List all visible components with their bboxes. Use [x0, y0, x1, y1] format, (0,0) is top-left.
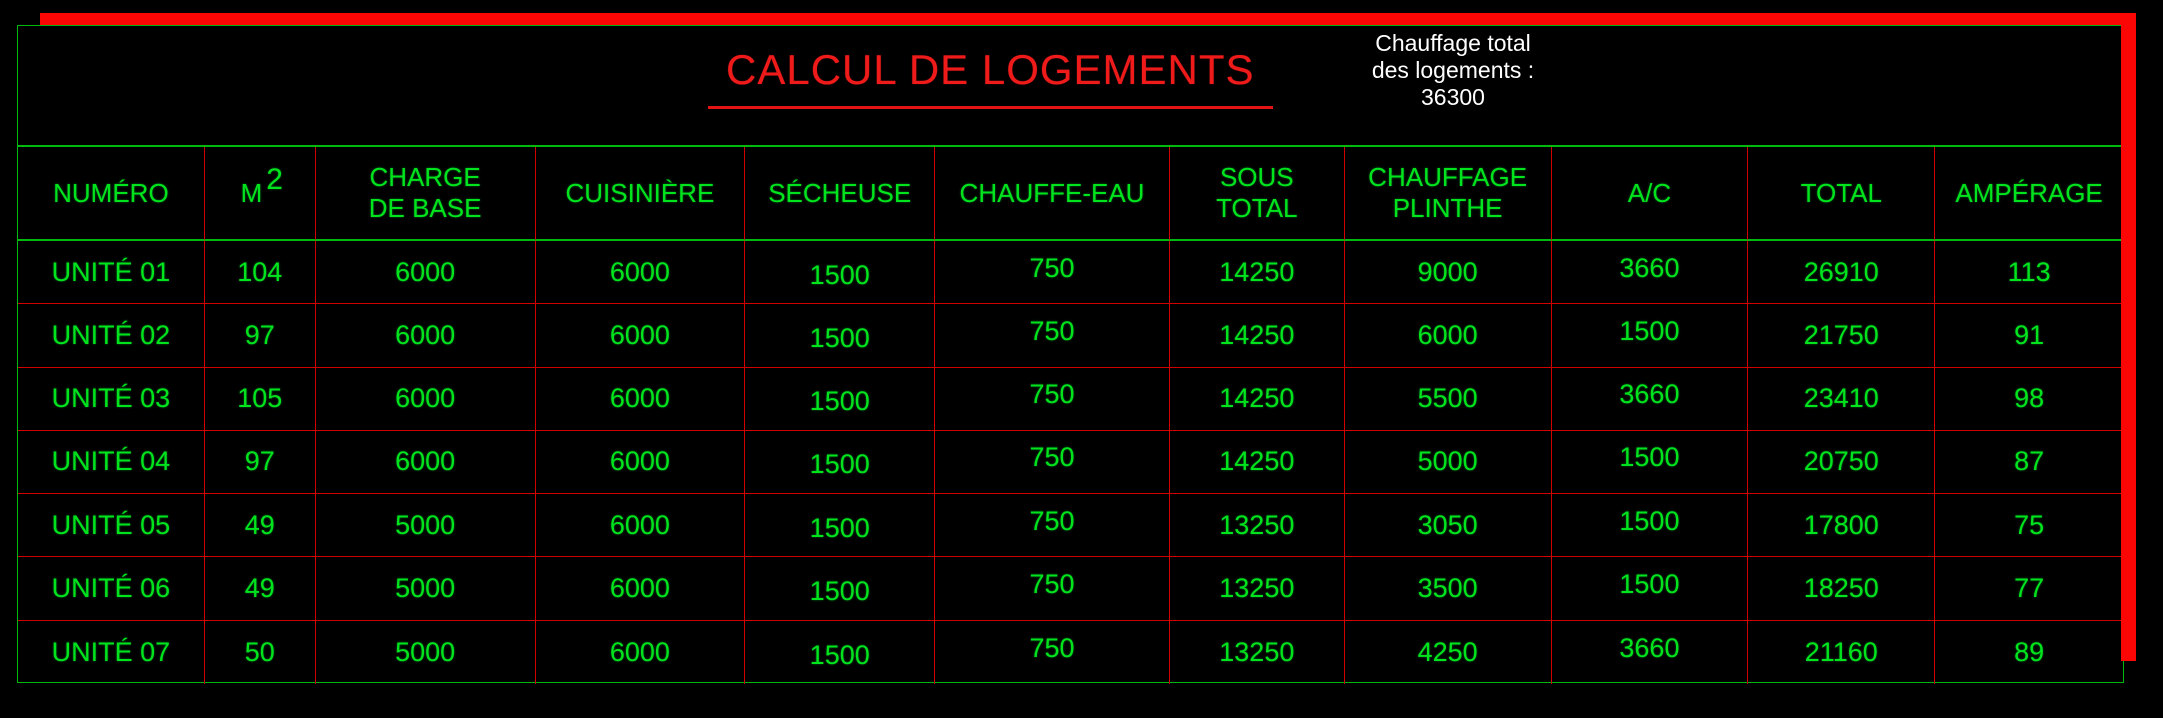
value-cell: 105 [205, 368, 316, 431]
value-cell: 750 [935, 494, 1170, 557]
value-cell: 21160 [1748, 621, 1935, 684]
column-header-chauffage-plinthe: CHAUFFAGE PLINTHE [1345, 147, 1552, 241]
value-cell: 750 [935, 621, 1170, 684]
value-cell: 1500 [1552, 431, 1749, 494]
red-accent-band-top [40, 13, 2136, 25]
value-cell: 750 [935, 304, 1170, 367]
value-cell: 97 [205, 431, 316, 494]
unit-label-cell: UNITÉ 04 [18, 431, 205, 494]
value-cell: 50 [205, 621, 316, 684]
column-header-cuisiniere: CUISINIÈRE [536, 147, 746, 241]
value-cell: 98 [1935, 368, 2123, 431]
value-cell: 13250 [1170, 494, 1345, 557]
value-cell: 6000 [536, 494, 746, 557]
value-cell: 5000 [1345, 431, 1552, 494]
value-cell: 6000 [316, 368, 536, 431]
value-cell: 26910 [1748, 241, 1935, 304]
value-cell: 89 [2014, 636, 2045, 667]
value-cell: 9000 [1345, 241, 1552, 304]
note-total-value: 36300 [1421, 84, 1485, 110]
column-header-secheuse: SÉCHEUSE [745, 147, 935, 241]
unit-label-cell: UNITÉ 02 [18, 304, 205, 367]
value-cell: 1500 [745, 431, 935, 494]
value-cell: 3660 [1552, 368, 1749, 431]
value-cell: 6000 [536, 304, 746, 367]
value-cell: 49 [205, 557, 316, 620]
value-cell: 113 [1935, 241, 2123, 304]
value-cell: 1500 [745, 621, 935, 684]
unit-label-cell: UNITÉ 01 [18, 241, 205, 304]
value-cell: 750 [935, 368, 1170, 431]
value-cell: 3660 [1552, 621, 1749, 684]
value-cell: 17800 [1748, 494, 1935, 557]
note-line-1: Chauffage total [1375, 30, 1531, 56]
value-cell: 6000 [536, 368, 746, 431]
value-cell: 5500 [1345, 368, 1552, 431]
column-header-charge-de-base: CHARGE DE BASE [316, 147, 536, 241]
unit-label-cell: UNITÉ 05 [18, 494, 205, 557]
value-cell: 6000 [536, 431, 746, 494]
value-cell: 750 [935, 557, 1170, 620]
title-container [708, 46, 1255, 109]
column-header-m2: M 2 [205, 147, 316, 241]
value-cell: 5000 [316, 557, 536, 620]
value-cell: 18250 [1748, 557, 1935, 620]
value-cell: 3500 [1345, 557, 1552, 620]
column-header-numero: NUMÉRO [18, 147, 205, 241]
value-cell: 6000 [536, 557, 746, 620]
page-title: CALCUL DE LOGEMENTS [708, 46, 1273, 109]
value-cell: 6000 [536, 621, 746, 684]
value-cell: 49 [205, 494, 316, 557]
value-cell: 1500 [745, 304, 935, 367]
calc-table [18, 145, 2123, 684]
value-cell: 5000 [316, 494, 536, 557]
value-cell: 14250 [1170, 304, 1345, 367]
value-cell: 4250 [1345, 621, 1552, 684]
value-cell: 13250 [1170, 621, 1345, 684]
value-cell: 104 [205, 241, 316, 304]
column-header-sous-total: SOUS TOTAL [1170, 147, 1345, 241]
unit-label-cell: UNITÉ 07 [18, 621, 205, 684]
value-cell: 75 [1935, 494, 2123, 557]
note-line-2: des logements : [1371, 57, 1535, 83]
unit-label-cell: UNITÉ 03 [18, 368, 205, 431]
value-cell: 1500 [745, 241, 935, 304]
value-cell: 1500 [1552, 304, 1749, 367]
value-cell: 1500 [745, 368, 935, 431]
value-cell: 14250 [1170, 241, 1345, 304]
value-cell: 23410 [1748, 368, 1935, 431]
red-accent-band-right [2121, 13, 2136, 661]
value-cell: 750 [935, 241, 1170, 304]
value-cell: 87 [1935, 431, 2123, 494]
value-cell: 1500 [745, 494, 935, 557]
value-cell: 3050 [1345, 494, 1552, 557]
column-header-ac: A/C [1552, 147, 1749, 241]
value-cell: 14250 [1170, 431, 1345, 494]
value-cell: 1500 [745, 557, 935, 620]
value-cell: 14250 [1170, 368, 1345, 431]
value-cell: 1500 [1552, 494, 1749, 557]
value-cell: 21750 [1748, 304, 1935, 367]
value-cell: 91 [1935, 304, 2123, 367]
unit-label-cell: UNITÉ 06 [18, 557, 205, 620]
column-header-chauffe-eau: CHAUFFE-EAU [935, 147, 1170, 241]
column-header-amperage: AMPÉRAGE [1935, 147, 2123, 241]
m2-superscript: 2 [266, 163, 283, 196]
column-header-total: TOTAL [1748, 147, 1935, 241]
value-cell: 6000 [1345, 304, 1552, 367]
value-cell: 77 [1935, 557, 2123, 620]
table-frame [17, 25, 2124, 683]
value-cell: 1500 [1552, 557, 1749, 620]
value-cell: 6000 [316, 241, 536, 304]
value-cell: 6000 [316, 431, 536, 494]
value-cell: 6000 [536, 241, 746, 304]
value-cell: 750 [935, 431, 1170, 494]
value-cell: 13250 [1170, 557, 1345, 620]
value-cell: 97 [205, 304, 316, 367]
value-cell: 20750 [1748, 431, 1935, 494]
total-heating-note [1318, 30, 1588, 111]
value-cell: 5000 [316, 621, 536, 684]
value-cell: 6000 [316, 304, 536, 367]
value-cell: 3660 [1552, 241, 1749, 304]
